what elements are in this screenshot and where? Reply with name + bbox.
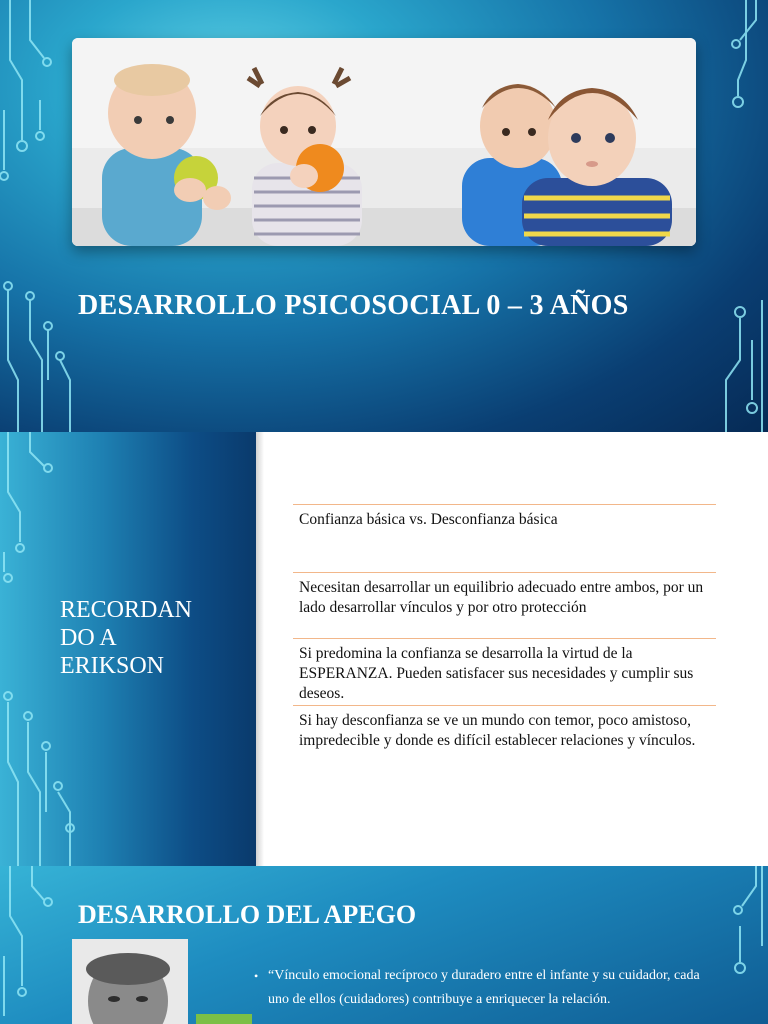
panel-shadow bbox=[256, 432, 264, 866]
list-item: Si hay desconfianza se ve un mundo con temor, poco amistoso, impredecible y donde es difícil establecer relaciones y vínculos. bbox=[293, 705, 716, 775]
babies-photo bbox=[72, 38, 696, 246]
erikson-heading-line: DO A bbox=[60, 625, 117, 651]
list-item: Necesitan desarrollar un equilibrio adecuado entre ambos, por un lado desarrollar vínculos y por otro protección bbox=[293, 572, 716, 638]
list-item: Confianza básica vs. Desconfianza básica bbox=[293, 504, 716, 572]
slide-apego bbox=[0, 866, 768, 1024]
apego-heading: DESARROLLO DEL APEGO bbox=[78, 900, 417, 929]
apego-quote-text: “Vínculo emocional recíproco y duradero entre el infante y su cuidador, cada uno de ellos (cuidadores) contribuye a enriquecer la relación. bbox=[268, 968, 700, 1007]
slide-title bbox=[0, 0, 768, 432]
slide-title-heading: DESARROLLO PSICOSOCIAL 0 – 3 AÑOS bbox=[78, 290, 629, 321]
circuit-decoration-icon bbox=[696, 0, 768, 432]
slide-side-panel bbox=[0, 432, 256, 866]
bullet-dot: • bbox=[254, 969, 259, 983]
portrait-photo bbox=[72, 939, 188, 1024]
erikson-heading-line: ERIKSON bbox=[60, 653, 165, 679]
circuit-decoration-icon bbox=[0, 0, 80, 432]
erikson-list bbox=[293, 504, 716, 775]
decorative-green-box bbox=[196, 1014, 252, 1024]
circuit-decoration-icon bbox=[0, 866, 70, 1024]
list-item: Si predomina la confianza se desarrolla la virtud de la ESPERANZA. Pueden satisfacer sus necesidades y cumplir sus deseos. bbox=[293, 638, 716, 705]
erikson-heading bbox=[60, 596, 220, 680]
apego-quote bbox=[254, 964, 724, 1012]
slide-erikson bbox=[0, 432, 768, 866]
erikson-heading-line: RECORDAN bbox=[60, 597, 193, 623]
